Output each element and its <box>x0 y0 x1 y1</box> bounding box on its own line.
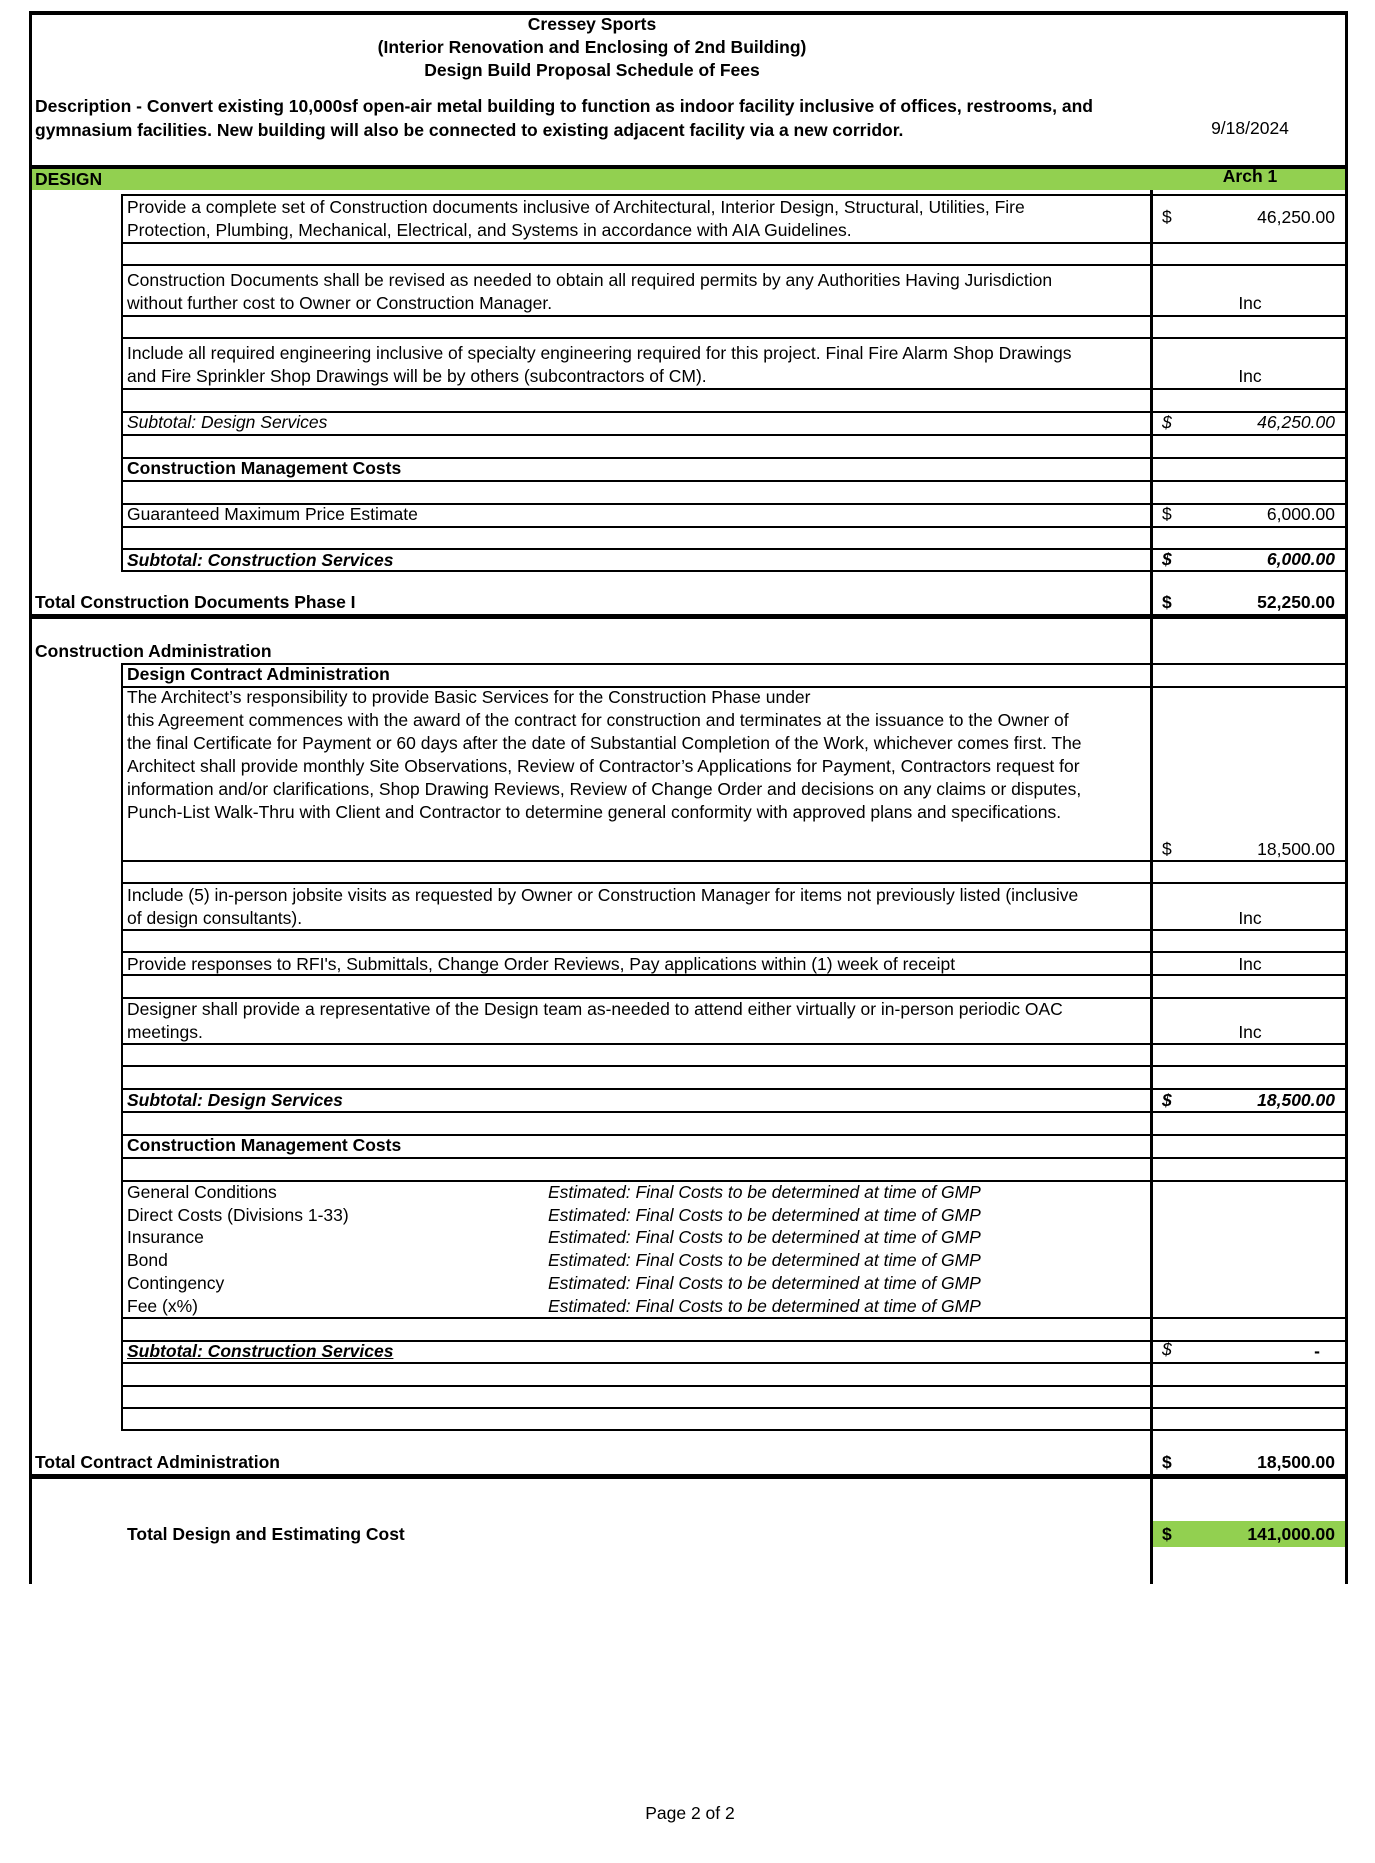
paragraph-line: information and/or clarifications, Shop Drawing Reviews, Review of Change Order and decisions on any claims or disputes, <box>127 779 1082 799</box>
ca-paragraph <box>127 686 1082 824</box>
header-bottom-rule <box>29 165 1348 169</box>
design-item3-amount: Inc <box>1238 366 1262 386</box>
document-subtitle-2: Design Build Proposal Schedule of Fees <box>424 60 760 80</box>
paragraph-line: Punch-List Walk-Thru with Client and Contractor to determine general conformity with approved plans and specifications. <box>127 802 1062 822</box>
design-item2-amount: Inc <box>1238 293 1262 313</box>
ca-oac-amount: Inc <box>1238 1022 1262 1042</box>
design-subtotal-construction-label: Subtotal: Construction Services <box>127 550 394 570</box>
grand-total-label: Total Design and Estimating Cost <box>127 1524 405 1544</box>
indent-column-divider <box>121 194 123 570</box>
document-subtitle: (Interior Renovation and Enclosing of 2nd Building) <box>377 37 807 57</box>
currency-symbol: $ <box>1162 1452 1172 1472</box>
currency-symbol: $ <box>1162 1090 1172 1110</box>
document-title: Cressey Sports <box>527 14 657 34</box>
rule <box>121 1157 1348 1159</box>
rule <box>121 264 1348 266</box>
grand-total-amount: 141,000.00 <box>1247 1524 1335 1544</box>
ca-visits-amount: Inc <box>1238 908 1262 928</box>
ca-cm-heading: Construction Management Costs <box>127 1135 402 1155</box>
rule <box>121 480 1348 482</box>
total-ca-rule <box>29 1474 1348 1479</box>
currency-symbol: $ <box>1162 412 1172 432</box>
design-subtotal-design-amount: 46,250.00 <box>1257 412 1335 432</box>
currency-symbol: $ <box>1162 592 1172 612</box>
cost-item-note: Estimated: Final Costs to be determined at time of GMP <box>548 1182 981 1202</box>
design-item1-amount: 46,250.00 <box>1257 207 1335 227</box>
design-item1-line1: Provide a complete set of Construction documents inclusive of Architectural, Interior Design, Structural, Utilities, Fire <box>127 197 1025 217</box>
rule <box>121 1429 1348 1431</box>
cost-item-note: Estimated: Final Costs to be determined at time of GMP <box>548 1296 981 1316</box>
frame-left <box>29 11 32 1584</box>
design-item2-line2: without further cost to Owner or Construction Manager. <box>127 293 553 313</box>
gmp-amount: 6,000.00 <box>1266 504 1335 524</box>
ca-visits-line2: of design consultants). <box>127 908 303 928</box>
cost-item-note: Estimated: Final Costs to be determined at time of GMP <box>548 1205 981 1225</box>
total-phase1-rule <box>29 614 1348 619</box>
rule <box>121 388 1348 390</box>
design-section-label: DESIGN <box>35 169 103 189</box>
rule <box>121 1407 1348 1409</box>
gmp-label: Guaranteed Maximum Price Estimate <box>127 504 418 524</box>
arch-column-label: Arch 1 <box>1222 166 1278 186</box>
currency-symbol: $ <box>1162 549 1172 569</box>
design-cm-heading: Construction Management Costs <box>127 458 402 478</box>
cost-item-note: Estimated: Final Costs to be determined at time of GMP <box>548 1250 981 1270</box>
cost-item-note: Estimated: Final Costs to be determined at time of GMP <box>548 1227 981 1247</box>
paragraph-line: the final Certificate for Payment or 60 days after the date of Substantial Completion of the Work, whichever comes first. The <box>127 733 1082 753</box>
ca-paragraph-amount: 18,500.00 <box>1257 839 1335 859</box>
rule <box>121 526 1348 528</box>
cost-item-note: Estimated: Final Costs to be determined at time of GMP <box>548 1273 981 1293</box>
page-number: Page 2 of 2 <box>645 1803 735 1823</box>
ca-rfi-line: Provide responses to RFI's, Submittals, Change Order Reviews, Pay applications within (1) week of receipt <box>127 954 956 974</box>
rule <box>121 1065 1348 1067</box>
cost-items-left-border <box>121 1180 123 1319</box>
rule <box>121 242 1348 244</box>
design-section-band <box>31 168 1347 190</box>
paragraph-line: this Agreement commences with the award of the contract for construction and terminates at the issuance to the Owner of <box>127 710 1069 730</box>
currency-symbol: $ <box>1162 504 1172 524</box>
design-item2-line1: Construction Documents shall be revised as needed to obtain all required permits by any Authorities Having Jurisdiction <box>127 270 1053 290</box>
design-item1-line2: Protection, Plumbing, Mechanical, Electrical, and Systems in accordance with AIA Guidelines. <box>127 220 852 240</box>
frame-right <box>1345 11 1348 1584</box>
rule <box>121 337 1348 339</box>
ca-oac-line2: meetings. <box>127 1022 203 1042</box>
design-item3-line2: and Fire Sprinkler Shop Drawings will be by others (subcontractors of CM). <box>127 366 707 386</box>
total-ca-label: Total Contract Administration <box>35 1452 280 1472</box>
cost-item-label: Contingency <box>127 1273 225 1293</box>
design-item3-line1: Include all required engineering inclusive of specialty engineering required for this project. Final Fire Alarm Shop Drawings <box>127 343 1072 363</box>
ca-rfi-amount: Inc <box>1238 954 1262 974</box>
cost-item-label: Direct Costs (Divisions 1-33) <box>127 1205 349 1225</box>
amount-column-divider <box>1150 190 1153 1584</box>
design-subtotal-design-label: Subtotal: Design Services <box>127 412 328 432</box>
ca-visits-line1: Include (5) in-person jobsite visits as requested by Owner or Construction Manager for items not previously listed (inclusive <box>127 885 1079 905</box>
document-date: 9/18/2024 <box>1211 118 1289 138</box>
ca-section-label: Construction Administration <box>35 641 272 661</box>
cost-item-label: Insurance <box>127 1227 204 1247</box>
rule <box>121 929 1348 931</box>
rule <box>121 1385 1348 1387</box>
ca-subtotal-construction-label: Subtotal: Construction Services <box>127 1341 394 1361</box>
ca-sub-heading: Design Contract Administration <box>127 664 390 684</box>
design-subtotal-construction-amount: 6,000.00 <box>1266 549 1335 569</box>
rule <box>121 434 1348 436</box>
paragraph-line: The Architect’s responsibility to provide Basic Services for the Construction Phase under <box>127 687 811 707</box>
description-line-2: gymnasium facilities. New building will also be connected to existing adjacent facility via a new corridor. <box>35 120 904 140</box>
ca-subtotal-construction-amount: - <box>1314 1341 1320 1361</box>
total-ca-amount: 18,500.00 <box>1257 1452 1335 1472</box>
currency-symbol: $ <box>1162 839 1172 859</box>
cost-item-label: General Conditions <box>127 1182 277 1202</box>
ca-oac-line1: Designer shall provide a representative of the Design team as-needed to attend either virtually or in-person periodic OAC <box>127 999 1063 1019</box>
total-phase1-amount: 52,250.00 <box>1257 592 1335 612</box>
description-line-1: Description - Convert existing 10,000sf open-air metal building to function as indoor facility inclusive of offices, restrooms, and <box>35 96 1093 116</box>
currency-symbol: $ <box>1162 1339 1172 1359</box>
cost-item-label: Fee (x%) <box>127 1296 198 1316</box>
rule <box>121 315 1348 317</box>
total-phase1-label: Total Construction Documents Phase I <box>35 592 356 612</box>
paragraph-line: Architect shall provide monthly Site Observations, Review of Contractor’s Applications for Payment, Contractors request for <box>127 756 1080 776</box>
rule <box>121 1043 1348 1045</box>
cost-item-label: Bond <box>127 1250 168 1270</box>
ca-subtotal-design-amount: 18,500.00 <box>1257 1090 1335 1110</box>
ca-subtotal-design-label: Subtotal: Design Services <box>127 1090 343 1110</box>
currency-symbol: $ <box>1162 207 1172 227</box>
currency-symbol: $ <box>1162 1524 1172 1544</box>
